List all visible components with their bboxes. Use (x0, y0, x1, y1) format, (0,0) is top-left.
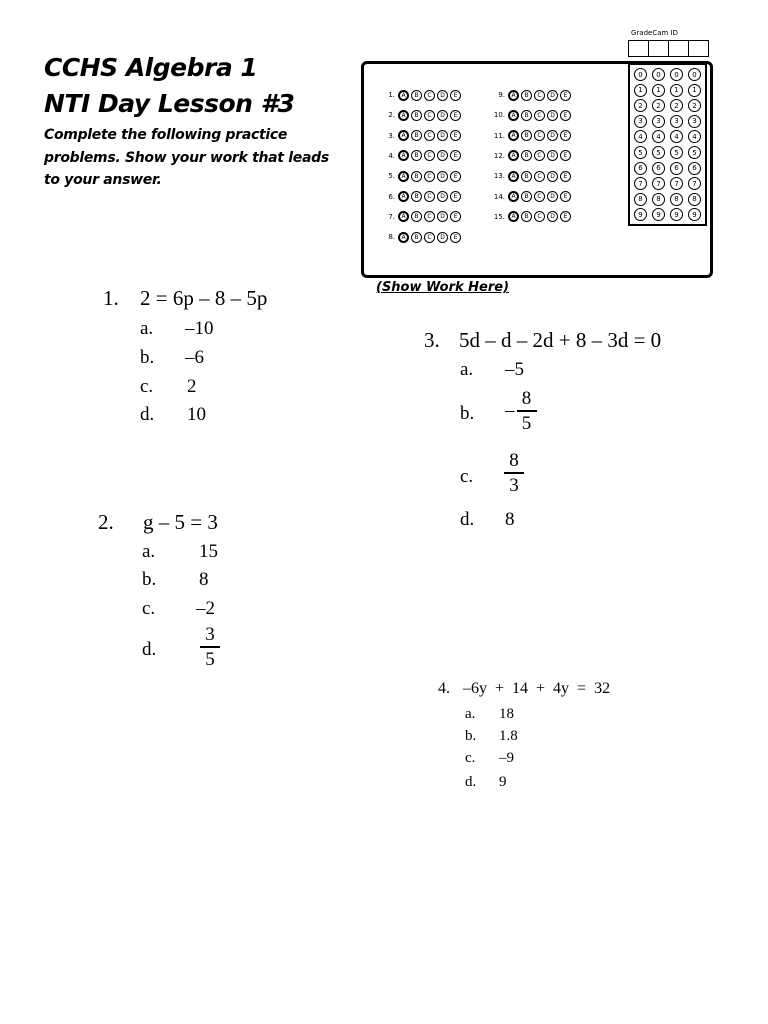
answer-row (483, 88, 573, 102)
answer-row (483, 169, 573, 183)
answer-bubble-c[interactable]: C (534, 150, 545, 161)
id-digit-bubble[interactable]: 9 (652, 208, 665, 221)
answer-bubble-e[interactable]: E (560, 130, 571, 141)
id-digit-bubble[interactable]: 4 (634, 130, 647, 143)
answer-bubble-b[interactable]: B (521, 171, 532, 182)
option-d-letter: d. (465, 774, 477, 790)
answer-bubble-a[interactable]: A (508, 110, 519, 121)
answer-bubble-b[interactable]: B (411, 130, 422, 141)
option-b-value[interactable]: 8 (199, 569, 209, 590)
answer-bubble-e[interactable]: E (450, 150, 461, 161)
option-a-letter: a. (465, 706, 476, 722)
id-digit-bubble[interactable]: 3 (634, 115, 647, 128)
answer-bubble-b[interactable]: B (521, 130, 532, 141)
answer-bubble-a[interactable]: A (398, 232, 409, 243)
answer-bubble-c[interactable]: C (424, 130, 435, 141)
answer-bubble-c[interactable]: C (534, 130, 545, 141)
option-d-value[interactable]: 9 (499, 774, 507, 790)
answer-bubble-d[interactable]: D (437, 232, 448, 243)
answer-bubble-c[interactable]: C (424, 90, 435, 101)
answer-bubble-d[interactable]: D (437, 191, 448, 202)
fraction-numerator: 8 (509, 450, 519, 471)
answer-bubble-a[interactable]: A (398, 150, 409, 161)
answer-bubble-d[interactable]: D (547, 211, 558, 222)
answer-row (374, 149, 463, 163)
option-a-letter: a. (142, 541, 156, 562)
id-box[interactable] (688, 40, 709, 57)
problem-equation: 2 = 6p – 8 – 5p (140, 286, 268, 310)
id-digit-bubble[interactable]: 1 (634, 84, 647, 97)
gradecam-id-boxes (628, 40, 708, 57)
answer-row (483, 210, 573, 224)
answer-row (374, 230, 463, 244)
problem-number: 1. (103, 286, 119, 310)
option-d-letter: d. (460, 509, 475, 530)
id-digit-bubble[interactable]: 6 (688, 162, 701, 175)
id-digit-bubble[interactable]: 5 (688, 146, 701, 159)
id-digit-bubble[interactable]: 8 (688, 193, 701, 206)
fraction-numerator: 3 (205, 624, 215, 645)
answer-bubble-e[interactable]: E (450, 211, 461, 222)
answer-bubble-c[interactable]: C (424, 232, 435, 243)
option-c-letter: c. (460, 466, 474, 487)
show-work-label: (Show Work Here) (376, 280, 510, 295)
option-a-letter: a. (140, 318, 154, 339)
answer-bubble-a[interactable]: A (398, 211, 409, 222)
answer-bubble-e[interactable]: E (560, 171, 571, 182)
answer-bubble-a[interactable]: A (508, 150, 519, 161)
question-number: 7. (388, 212, 395, 221)
question-number: 15. (493, 212, 505, 221)
answer-bubble-b[interactable]: B (521, 90, 532, 101)
question-number: 4. (388, 151, 395, 160)
answer-row (483, 108, 573, 122)
id-bubble-grid (628, 63, 707, 226)
option-d-value[interactable]: 10 (187, 404, 206, 425)
option-d-letter: d. (142, 639, 157, 660)
answer-bubble-b[interactable]: B (521, 110, 532, 121)
answer-row (374, 88, 463, 102)
answer-bubble-c[interactable]: C (534, 211, 545, 222)
option-a-value[interactable]: –10 (185, 318, 214, 339)
answer-bubble-a[interactable]: A (508, 211, 519, 222)
page-title (44, 50, 294, 122)
answer-bubble-c[interactable]: C (424, 171, 435, 182)
answer-bubble-d[interactable]: D (547, 90, 558, 101)
answer-bubble-b[interactable]: B (411, 171, 422, 182)
option-d-letter: d. (140, 404, 155, 425)
question-number: 1. (388, 91, 395, 99)
id-digit-bubble[interactable]: 9 (688, 208, 701, 221)
fraction-bar (200, 646, 220, 648)
option-c-letter: c. (140, 376, 154, 397)
option-b-fraction (517, 389, 537, 433)
answer-bubble-d[interactable]: D (437, 90, 448, 101)
answer-bubble-d[interactable]: D (437, 110, 448, 121)
id-digit-bubble[interactable]: 3 (652, 115, 665, 128)
answer-bubble-b[interactable]: B (411, 211, 422, 222)
id-digit-bubble[interactable]: 7 (634, 177, 647, 190)
id-digit-bubble[interactable]: 8 (652, 193, 665, 206)
question-number: 5. (388, 172, 395, 181)
answer-row (374, 210, 463, 224)
option-b-letter: b. (460, 403, 475, 424)
id-digit-bubble[interactable]: 0 (652, 68, 665, 81)
id-box[interactable] (668, 40, 689, 57)
option-c-value[interactable]: 2 (187, 376, 197, 397)
question-number: 6. (388, 192, 395, 201)
id-digit-bubble[interactable]: 5 (634, 146, 647, 159)
answer-row (374, 169, 463, 183)
id-digit-bubble[interactable]: 7 (652, 177, 665, 190)
option-c-letter: c. (142, 598, 156, 619)
answer-bubble-c[interactable]: C (424, 211, 435, 222)
answer-bubble-a[interactable]: A (508, 130, 519, 141)
answer-bubble-b[interactable]: B (411, 150, 422, 161)
title-line-2: NTI Day Lesson #3 (44, 89, 295, 118)
id-digit-bubble[interactable]: 7 (688, 177, 701, 190)
id-digit-bubble[interactable]: 7 (670, 177, 683, 190)
answer-bubble-d[interactable]: D (437, 211, 448, 222)
answer-bubble-e[interactable]: E (560, 211, 571, 222)
fraction-denominator: 5 (205, 648, 215, 670)
answer-bubble-e[interactable]: E (450, 110, 461, 121)
answer-bubble-b[interactable]: B (411, 110, 422, 121)
option-b-letter: b. (465, 728, 477, 744)
answer-bubble-c[interactable]: C (424, 110, 435, 121)
option-d-value[interactable]: 8 (505, 509, 515, 530)
answer-row (483, 149, 573, 163)
problem-number: 4. (438, 680, 450, 697)
answer-row (374, 190, 463, 204)
answer-bubble-b[interactable]: B (411, 191, 422, 202)
answer-bubble-d[interactable]: D (547, 110, 558, 121)
option-b-value[interactable]: 1.8 (499, 728, 518, 744)
answer-bubble-a[interactable]: A (398, 191, 409, 202)
answer-bubble-e[interactable]: E (450, 130, 461, 141)
problem-equation: 5d – d – 2d + 8 – 3d = 0 (459, 328, 662, 352)
id-digit-bubble[interactable]: 0 (688, 68, 701, 81)
option-a-value[interactable]: –5 (505, 359, 524, 380)
answer-bubble-d[interactable]: D (547, 191, 558, 202)
answer-bubble-d[interactable]: D (547, 130, 558, 141)
id-digit-bubble[interactable]: 2 (652, 99, 665, 112)
option-a-letter: a. (460, 359, 474, 380)
answer-bubble-b[interactable]: B (411, 232, 422, 243)
answer-bubble-a[interactable]: A (398, 171, 409, 182)
answer-bubble-b[interactable]: B (521, 211, 532, 222)
answer-row (374, 129, 463, 143)
question-number: 10. (493, 111, 505, 120)
answer-bubble-d[interactable]: D (437, 171, 448, 182)
answer-bubble-e[interactable]: E (560, 90, 571, 101)
id-digit-bubble[interactable]: 1 (670, 84, 683, 97)
answer-bubble-a[interactable]: A (508, 191, 519, 202)
option-a-value[interactable]: 15 (199, 541, 218, 562)
answer-bubble-e[interactable]: E (450, 171, 461, 182)
answer-bubble-e[interactable]: E (560, 191, 571, 202)
id-digit-bubble[interactable]: 9 (670, 208, 683, 221)
answer-bubble-c[interactable]: C (534, 191, 545, 202)
id-digit-bubble[interactable]: 3 (688, 115, 701, 128)
answer-bubble-d[interactable]: D (437, 130, 448, 141)
problem-equation: –6y + 14 + 4y = 32 (463, 680, 611, 697)
answer-bubble-c[interactable]: C (424, 150, 435, 161)
answer-bubble-d[interactable]: D (547, 171, 558, 182)
title-line-1: CCHS Algebra 1 (44, 53, 258, 82)
id-digit-bubble[interactable]: 0 (670, 68, 683, 81)
answer-bubble-c[interactable]: C (424, 191, 435, 202)
problem-equation: g – 5 = 3 (143, 510, 218, 534)
question-number: 3. (388, 131, 395, 140)
option-b-letter: b. (140, 347, 155, 368)
id-digit-bubble[interactable]: 3 (670, 115, 683, 128)
question-number: 14. (493, 192, 505, 201)
option-c-letter: c. (465, 750, 476, 766)
id-digit-bubble[interactable]: 1 (688, 84, 701, 97)
id-digit-bubble[interactable]: 2 (688, 99, 701, 112)
id-digit-bubble[interactable]: 0 (634, 68, 647, 81)
answer-row (483, 129, 573, 143)
fraction-denominator: 5 (521, 412, 532, 434)
answer-bubble-d[interactable]: D (437, 150, 448, 161)
fraction-bar (504, 472, 524, 474)
id-digit-bubble[interactable]: 1 (652, 84, 665, 97)
question-number: 11. (493, 131, 505, 140)
option-b-value[interactable]: –6 (185, 347, 204, 368)
fraction-numerator: 8 (521, 388, 532, 409)
question-number: 9. (498, 91, 505, 99)
answer-bubble-c[interactable]: C (534, 90, 545, 101)
id-digit-bubble[interactable]: 8 (634, 193, 647, 206)
question-number: 12. (493, 151, 505, 160)
answer-bubble-e[interactable]: E (450, 191, 461, 202)
answer-bubble-e[interactable]: E (450, 90, 461, 101)
id-digit-bubble[interactable]: 6 (670, 162, 683, 175)
option-d-fraction[interactable] (200, 625, 220, 669)
question-number: 8. (388, 233, 395, 242)
answer-bubble-a[interactable]: A (508, 171, 519, 182)
id-digit-bubble[interactable]: 4 (652, 130, 665, 143)
answer-bubble-d[interactable]: D (547, 150, 558, 161)
answer-bubble-a[interactable]: A (398, 90, 409, 101)
answer-bubble-e[interactable]: E (560, 110, 571, 121)
id-digit-bubble[interactable]: 8 (670, 193, 683, 206)
answer-bubble-e[interactable]: E (560, 150, 571, 161)
id-digit-bubble[interactable]: 4 (670, 130, 683, 143)
id-box[interactable] (628, 40, 649, 57)
instructions: Complete the following practice problems. Show your work that leads to your answer. (44, 127, 329, 188)
option-b-value[interactable] (505, 389, 537, 433)
id-digit-bubble[interactable]: 6 (634, 162, 647, 175)
answer-bubble-c[interactable]: C (534, 110, 545, 121)
answer-row (374, 108, 463, 122)
id-digit-bubble[interactable]: 6 (652, 162, 665, 175)
answer-bubble-b[interactable]: B (521, 191, 532, 202)
option-c-fraction[interactable] (504, 451, 524, 495)
option-c-value[interactable]: –2 (196, 598, 215, 619)
fraction-bar (517, 410, 537, 412)
answer-bubble-e[interactable]: E (450, 232, 461, 243)
answer-bubble-c[interactable]: C (534, 171, 545, 182)
answer-bubble-a[interactable]: A (508, 90, 519, 101)
answer-bubble-b[interactable]: B (411, 90, 422, 101)
answer-bubble-a[interactable]: A (398, 110, 409, 121)
problem-number: 2. (98, 510, 114, 534)
option-b-letter: b. (142, 569, 157, 590)
answer-bubble-a[interactable]: A (398, 130, 409, 141)
problem-number: 3. (424, 328, 440, 352)
id-box[interactable] (648, 40, 669, 57)
id-digit-bubble[interactable]: 5 (670, 146, 683, 159)
gradecam-id-label: GradeCam ID (631, 29, 679, 37)
id-digit-bubble[interactable]: 2 (634, 99, 647, 112)
fraction-denominator: 3 (509, 474, 519, 496)
answer-bubble-b[interactable]: B (521, 150, 532, 161)
option-a-value[interactable]: 18 (499, 706, 514, 722)
answer-row (483, 190, 573, 204)
id-digit-bubble[interactable]: 4 (688, 130, 701, 143)
question-number: 13. (493, 172, 505, 181)
id-digit-bubble[interactable]: 9 (634, 208, 647, 221)
id-digit-bubble[interactable]: 5 (652, 146, 665, 159)
option-c-value[interactable]: –9 (499, 750, 514, 766)
negative-sign: – (505, 399, 515, 421)
question-number: 2. (388, 111, 395, 120)
id-digit-bubble[interactable]: 2 (670, 99, 683, 112)
